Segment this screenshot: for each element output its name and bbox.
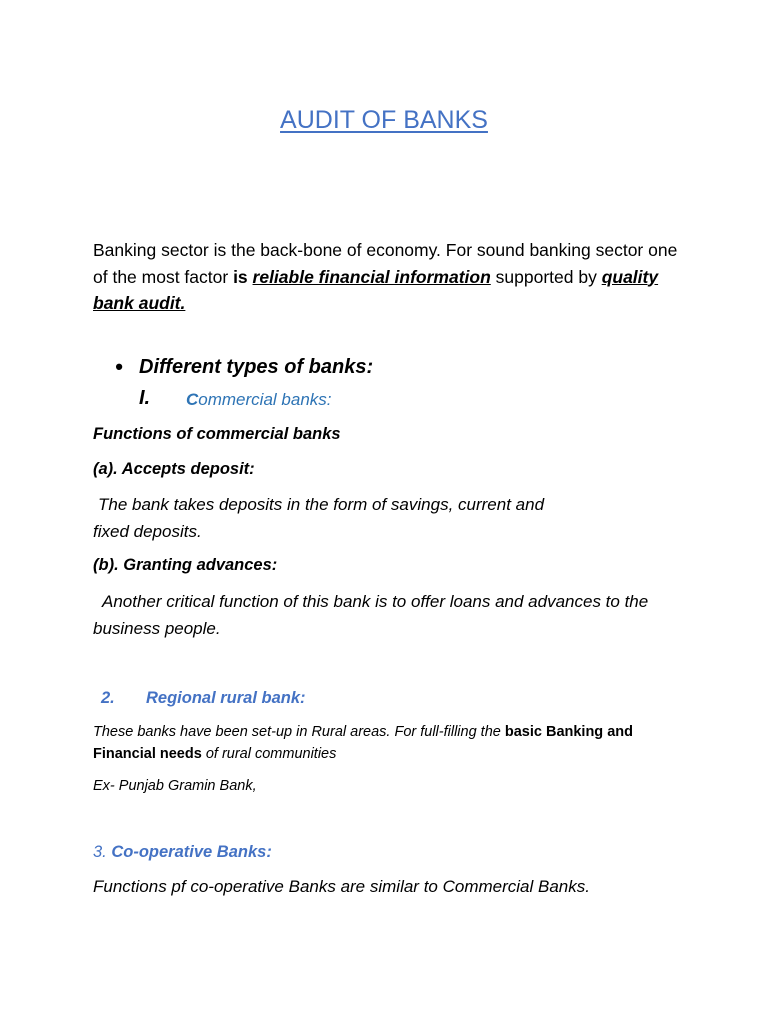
granting-advances-text: Another critical function of this bank is to offer loans and advances to the business people. bbox=[93, 592, 649, 638]
commercial-rest: ommercial banks: bbox=[198, 390, 332, 409]
bullet-icon: • bbox=[115, 354, 123, 379]
regional-text-1: These banks have been set-up in Rural areas. For full-filling the bbox=[93, 724, 505, 740]
regional-text-2: of rural communities bbox=[201, 746, 337, 762]
page-title: AUDIT OF BANKS bbox=[280, 106, 488, 134]
intro-bold-is: is bbox=[233, 266, 253, 287]
granting-advances-heading: (b). Granting advances: bbox=[93, 556, 278, 574]
intro-emphasis-2: quality bank audit. bbox=[93, 266, 659, 313]
cooperative-heading-line bbox=[93, 843, 272, 862]
commercial-banks-heading bbox=[186, 390, 332, 410]
bank-types-heading: Different types of banks: bbox=[139, 356, 374, 378]
functions-heading: Functions of commercial banks bbox=[93, 425, 341, 443]
commercial-first-letter: C bbox=[186, 390, 199, 409]
intro-text-2: supported by bbox=[490, 266, 602, 287]
regional-number: 2. bbox=[101, 689, 115, 707]
regional-rural-heading: Regional rural bank: bbox=[146, 689, 306, 707]
intro-emphasis-1: reliable financial information bbox=[252, 266, 491, 287]
intro-paragraph bbox=[93, 237, 693, 317]
regional-rural-text bbox=[93, 721, 673, 765]
regional-bold: basic Banking and Financial needs bbox=[93, 724, 633, 762]
cooperative-heading: Co-operative Banks: bbox=[111, 843, 272, 861]
accepts-deposit-heading: (a). Accepts deposit: bbox=[93, 460, 255, 478]
accepts-deposit-text: The bank takes deposits in the form of savings, current and fixed deposits. bbox=[93, 495, 545, 541]
roman-numeral-one: I. bbox=[139, 387, 151, 409]
cooperative-number: 3. bbox=[93, 843, 112, 861]
regional-example: Ex- Punjab Gramin Bank, bbox=[93, 778, 257, 794]
cooperative-text: Functions pf co-operative Banks are similar to Commercial Banks. bbox=[93, 877, 590, 896]
intro-text-1: Banking sector is the back-bone of economy. For sound banking sector one of the most factor bbox=[93, 240, 678, 287]
